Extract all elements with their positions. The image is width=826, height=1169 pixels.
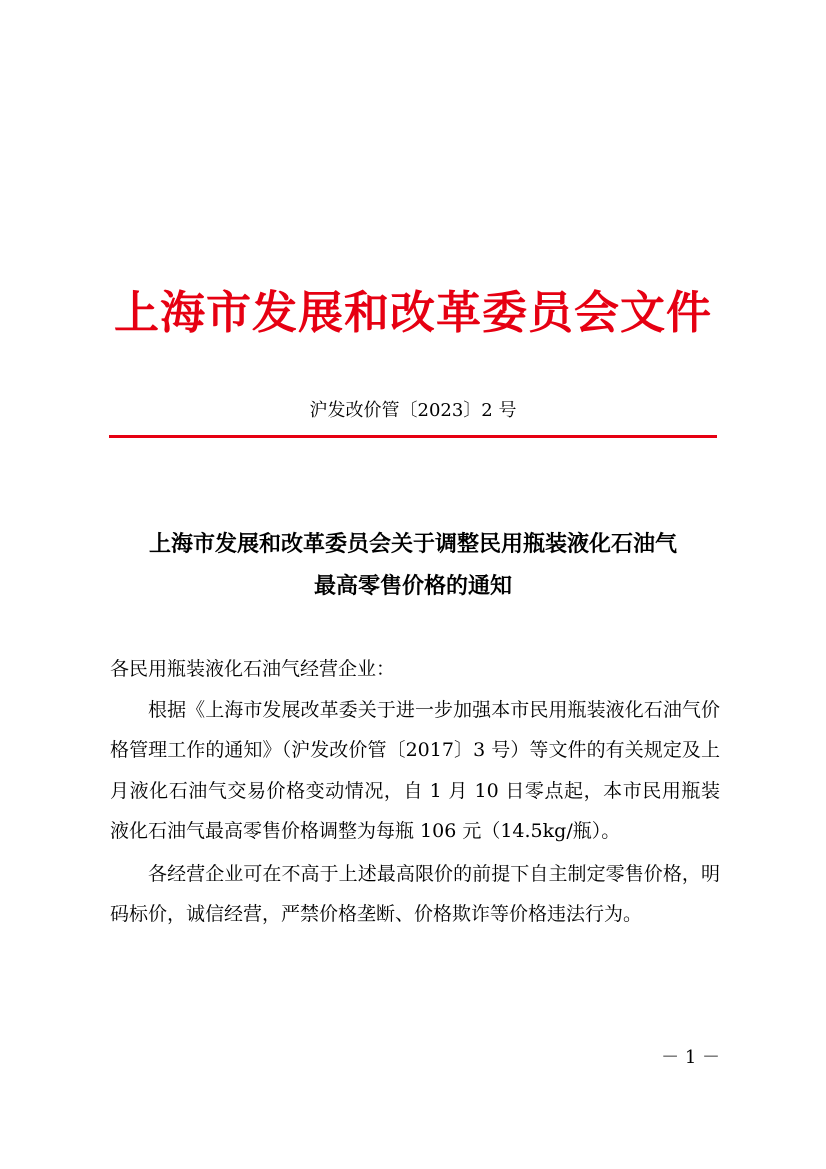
notice-title-line-2: 最高零售价格的通知 [313,573,512,599]
masthead-title: 上海市发展和改革委员会文件 [113,286,712,339]
body-paragraph-2: 各经营企业可在不高于上述最高限价的前提下自主制定零售价格，明码标价，诚信经营，严禁价格垄断、价格欺诈等价格违法行为。 [110,862,720,925]
document-body [110,649,720,935]
document-number: 沪发改价管〔2023〕2 号 [309,400,517,421]
body-paragraph-1: 根据《上海市发展改革委关于进一步加强本市民用瓶装液化石油气价格管理工作的通知》（沪发改价管〔2017〕3 号）等文件的有关规定及上月液化石油气交易价格变动情况，自 1 月 10 日零点起，本市民用瓶装液化石油气最高零售价格调整为每瓶 106 元（14.5kg/瓶）。 [110,698,720,842]
notice-title-line-1: 上海市发展和改革委员会关于调整民用瓶装液化石油气 [148,531,677,557]
red-divider-line [109,435,717,438]
page-number: － 1 － [661,1047,720,1068]
salutation: 各民用瓶装液化石油气经营企业： [110,658,396,680]
notice-title [90,523,736,607]
